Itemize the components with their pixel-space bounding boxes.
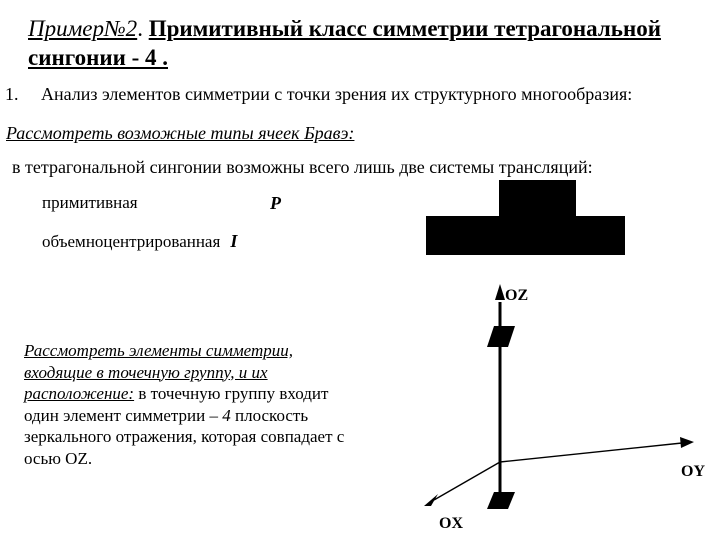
task-bravais: Рассмотреть возможные типы ячеек Бравэ:: [6, 123, 355, 143]
lattice-primitive-symbol: P: [270, 193, 281, 213]
oy-axis-line: [500, 443, 682, 462]
oz-label: OZ: [505, 287, 529, 304]
example-label: Пример№2: [28, 16, 138, 41]
lattice-primitive-name: примитивная: [42, 193, 138, 212]
oz-arrowhead: [495, 284, 505, 300]
top-plane-marker: [487, 326, 515, 347]
lattice-body-centered-symbol: I: [230, 231, 238, 251]
axis-order-four: 4: [222, 405, 231, 425]
title-line-2: сингонии - 4 .: [28, 45, 168, 70]
bottom-plane-marker: [487, 492, 515, 509]
item-1-text: Анализ элементов симметрии с точки зрения их структурного многообразия:: [41, 84, 633, 104]
title-dot: .: [137, 16, 149, 41]
title-line-1: Примитивный класс симметрии тетрагональной: [148, 16, 661, 41]
task-symmetry-rest-b: плоскость зеркального отражения, которая совпадает с осью OZ.: [24, 405, 345, 468]
lattice-body-centered-name: объемноцентрированная: [42, 232, 221, 251]
task-symmetry-rest-a: в точечную группу входит один элемент симметрии –: [24, 384, 329, 425]
ox-label: OX: [439, 515, 463, 532]
ox-axis-line: [434, 462, 500, 500]
stepped-black-block: [426, 180, 625, 255]
oy-label: OY: [681, 463, 705, 480]
ox-arrowhead: [424, 494, 438, 506]
oy-arrowhead: [680, 437, 694, 448]
symmetry-elements-text: [24, 340, 364, 469]
item-1-number: 1.: [5, 84, 19, 104]
task-symmetry-underlined: Рассмотреть элементы симметрии, входящие в точечную группу, и их расположение:: [24, 341, 294, 403]
translation-systems-text: в тетрагональной сингонии возможны всего лишь две системы трансляций:: [12, 157, 593, 177]
